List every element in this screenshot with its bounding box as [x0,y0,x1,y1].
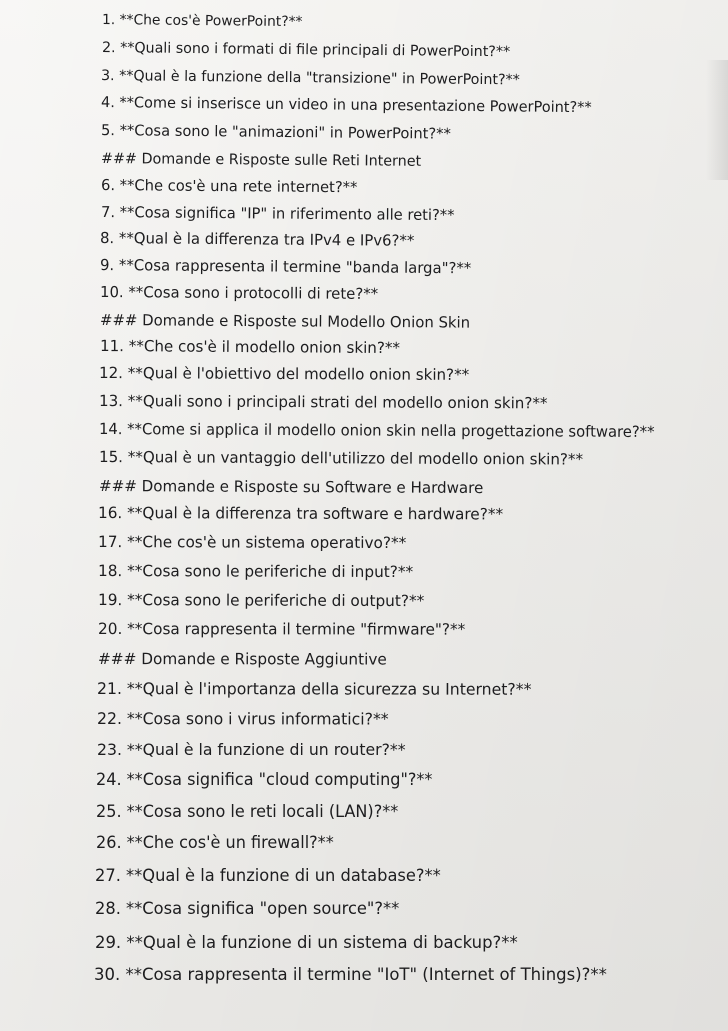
section-heading: ### Domande e Risposte Aggiuntive [97,650,387,669]
question-item: 23. **Qual è la funzione di un router?** [97,740,406,759]
question-item: 28. **Cosa significa "open source"?** [95,899,400,918]
question-item: 9. **Cosa rappresenta il termine "banda larga"?** [99,256,472,278]
question-item: 8. **Qual è la differenza tra IPv4 e IPv6?** [99,229,415,250]
question-item: 20. **Cosa rappresenta il termine "firmware"?** [97,620,466,639]
question-item: 18. **Cosa sono le periferiche di input?** [97,562,414,582]
question-item: 6. **Che cos'è una rete internet?** [100,176,358,197]
question-item: 17. **Che cos'è un sistema operativo?** [97,533,407,553]
question-item: 16. **Qual è la differenza tra software e hardware?** [97,504,504,524]
question-item: 14. **Come si applica il modello onion skin nella progettazione software?** [98,420,655,442]
question-item: 25. **Cosa sono le reti locali (LAN)?** [96,802,399,821]
question-item: 29. **Qual è la funzione di un sistema di backup?** [95,932,518,952]
question-item: 2. **Quali sono i formati di file principali di PowerPoint?** [101,40,511,61]
question-item: 19. **Cosa sono le periferiche di output?** [97,591,425,611]
question-item: 3. **Qual è la funzione della "transizione" in PowerPoint?** [100,68,520,89]
question-item: 4. **Come si inserisce un video in una presentazione PowerPoint?** [100,94,592,117]
question-item: 26. **Che cos'è un firewall?** [96,833,334,852]
question-item: 15. **Qual è un vantaggio dell'utilizzo del modello onion skin?** [98,448,584,469]
question-item: 5. **Cosa sono le "animazioni" in PowerPoint?** [100,122,451,143]
question-item: 27. **Qual è la funzione di un database?** [95,866,441,885]
question-item: 21. **Qual è l'importanza della sicurezza su Internet?** [96,679,532,699]
question-item: 1. **Che cos'è PowerPoint?** [101,12,303,31]
question-item: 22. **Cosa sono i virus informatici?** [96,709,389,729]
question-item: 7. **Cosa significa "IP" in riferimento alle reti?** [100,203,455,225]
question-item: 24. **Cosa significa "cloud computing"?** [96,770,433,789]
question-item: 30. **Cosa rappresenta il termine "IoT" (Internet of Things)?** [94,965,607,985]
question-item: 12. **Qual è l'obiettivo del modello onion skin?** [98,364,470,384]
question-item: 13. **Quali sono i principali strati del modello onion skin?** [98,392,548,413]
section-heading: ### Domande e Risposte sulle Reti Internet [100,150,422,170]
section-heading: ### Domande e Risposte su Software e Hardware [98,477,484,498]
question-item: 10. **Cosa sono i protocolli di rete?** [99,283,379,303]
page-edge-shadow [706,60,728,180]
section-heading: ### Domande e Risposte sul Modello Onion Skin [99,311,471,332]
question-item: 11. **Che cos'è il modello onion skin?** [99,337,401,358]
